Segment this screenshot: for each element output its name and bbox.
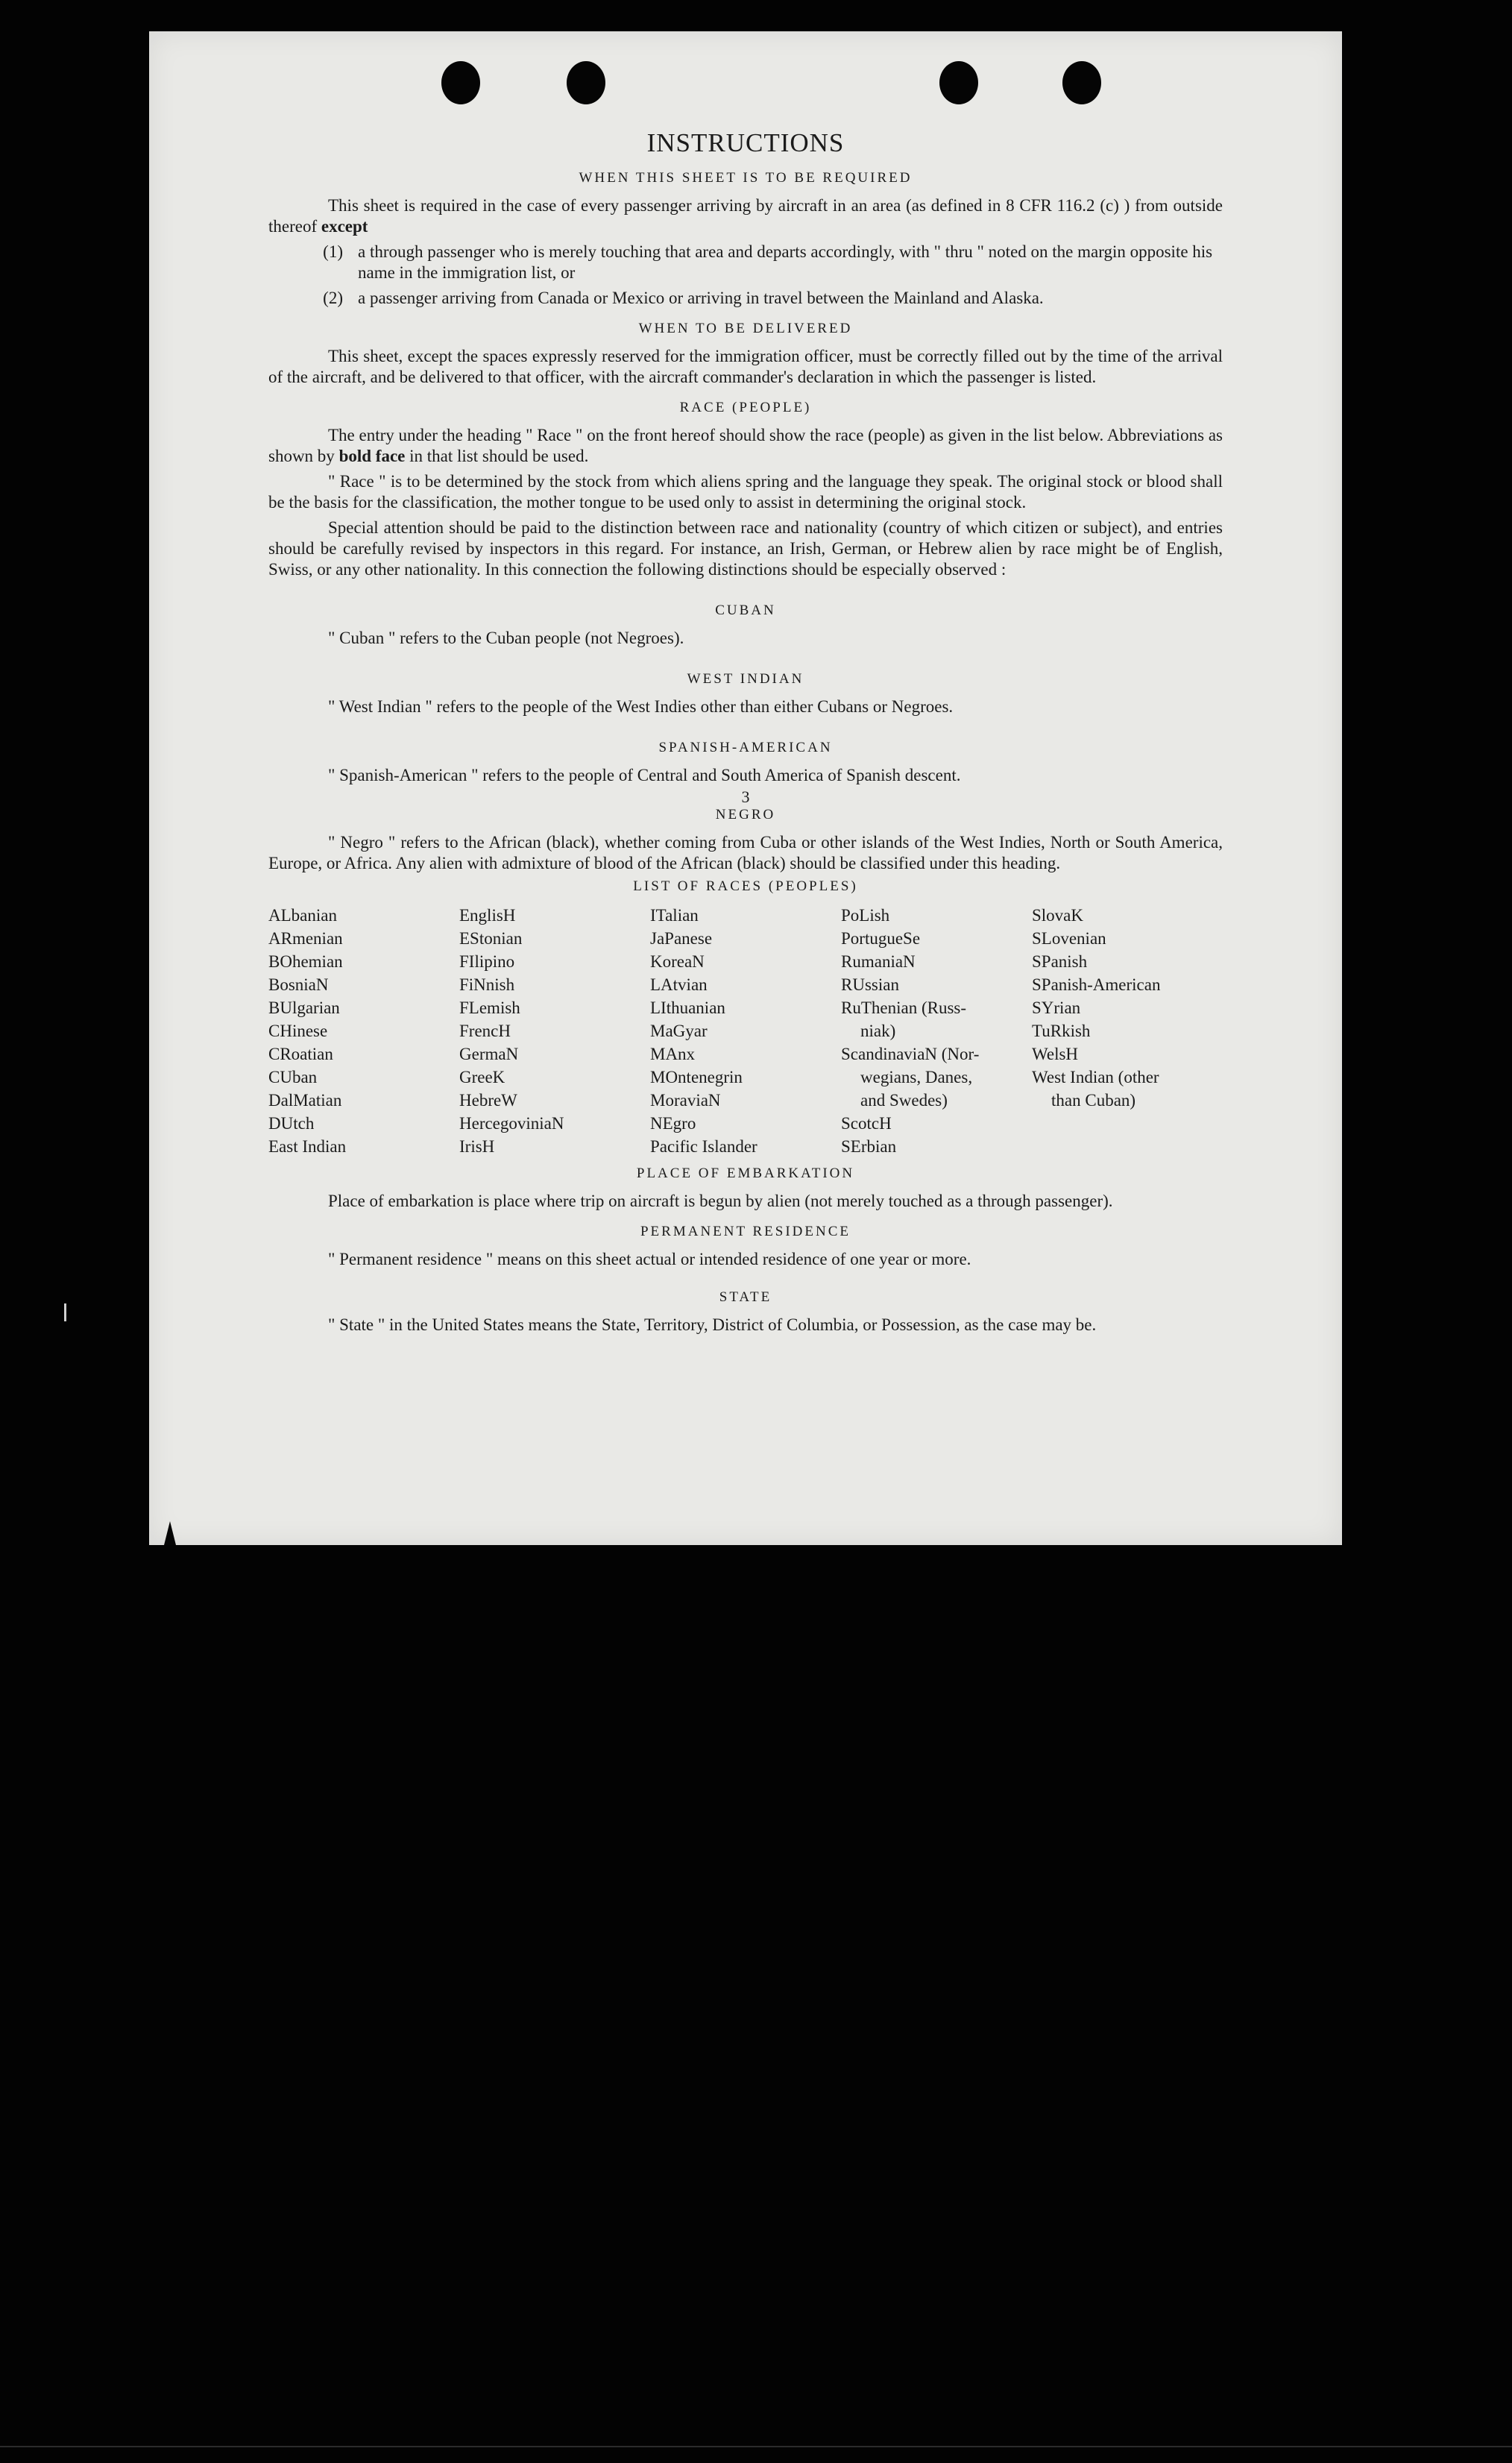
- section-heading-west-indian: WEST INDIAN: [687, 671, 804, 687]
- section-heading-required: WHEN THIS SHEET IS TO BE REQUIRED: [579, 170, 913, 186]
- race-entry: ARmenian: [268, 929, 343, 948]
- race-paragraph: Special attention should be paid to the distinction between race and nationality (country of which citizen or subject), and entries should be carefully revised by inspectors in this regard. For instance, an Irish, German, or Hebrew alien by race might be of English, Swiss, or any other nationality. In this connection the following distinctions should be especially observed :: [268, 518, 1223, 579]
- race-entry: GreeK: [459, 1068, 505, 1086]
- race-entry: RuThenian (Russ-: [841, 998, 967, 1017]
- scan-side-mark: [64, 1303, 66, 1321]
- section-heading-race: RACE (PEOPLE): [679, 400, 812, 415]
- races-column: [841, 904, 1032, 1158]
- races-column: [650, 904, 841, 1158]
- required-item: (1) a through passenger who is merely touching that area and departs accordingly, with " thru " noted on the margin opposite his name in the immigration list, or: [323, 242, 1213, 282]
- race-entry: FrencH: [459, 1022, 511, 1040]
- race-entry: ScotcH: [841, 1114, 892, 1133]
- race-entry: LIthuanian: [650, 998, 725, 1017]
- race-entry: CHinese: [268, 1022, 328, 1040]
- race-entry: RUssian: [841, 975, 899, 994]
- section-heading-cuban: CUBAN: [715, 603, 776, 618]
- scan-bottom-rule: [0, 2446, 1512, 2447]
- delivered-text: This sheet, except the spaces expressly reserved for the immigration officer, must be correctly filled out by the time of the arrival of the aircraft, and be delivered to that officer, with the aircraft commander's declaration in which the passenger is listed.: [268, 347, 1223, 386]
- punch-hole: [939, 61, 978, 104]
- race-entry: TuRkish: [1032, 1022, 1091, 1040]
- cuban-text: " Cuban " refers to the Cuban people (not Negroes).: [328, 629, 684, 647]
- state-text: " State " in the United States means the State, Territory, District of Columbia, or Possession, as the case may be.: [328, 1315, 1097, 1334]
- race-paragraph: The entry under the heading " Race " on the front hereof should show the race (people) as given in the list below. Abbreviations as shown by bold face in that list should be used.: [268, 426, 1223, 465]
- race-entry: ALbanian: [268, 906, 337, 925]
- section-heading-residence: PERMANENT RESIDENCE: [640, 1224, 851, 1239]
- race-entry: GermaN: [459, 1045, 519, 1063]
- race-entry: niak): [860, 1022, 896, 1040]
- race-entry: JaPanese: [650, 929, 713, 948]
- embarkation-text: Place of embarkation is place where trip on aircraft is begun by alien (not merely touched as a through passenger).: [328, 1192, 1113, 1210]
- race-entry: EStonian: [459, 929, 523, 948]
- race-entry: IrisH: [459, 1137, 495, 1156]
- races-column: [459, 904, 650, 1158]
- west-indian-text: " West Indian " refers to the people of the West Indies other than either Cubans or Negroes.: [328, 697, 954, 716]
- race-entry: EnglisH: [459, 906, 516, 925]
- race-entry: HebreW: [459, 1091, 517, 1110]
- race-entry: BosniaN: [268, 975, 329, 994]
- required-item: (2) a passenger arriving from Canada or Mexico or arriving in travel between the Mainland and Alaska.: [323, 289, 1044, 307]
- handwritten-annotation: 3: [741, 787, 750, 806]
- spanish-american-text: " Spanish-American " refers to the people of Central and South America of Spanish descent.: [328, 766, 961, 784]
- negro-text: " Negro " refers to the African (black), whether coming from Cuba or other islands of the West Indies, North or South America, Europe, or Africa. Any alien with admixture of blood of the African (black) should be classified under this heading.: [268, 833, 1223, 872]
- scan-edge-mark: [164, 1521, 176, 1545]
- race-entry: HercegoviniaN: [459, 1114, 564, 1133]
- race-entry: FLemish: [459, 998, 520, 1017]
- instructions-content: [268, 128, 1223, 1340]
- race-entry: ITalian: [650, 906, 699, 925]
- races-list: [268, 904, 1223, 1158]
- race-entry: SYrian: [1032, 998, 1081, 1017]
- section-heading-negro: NEGRO: [715, 807, 776, 822]
- punch-hole: [567, 61, 605, 104]
- race-entry: MAnx: [650, 1045, 696, 1063]
- race-entry: Pacific Islander: [650, 1137, 757, 1156]
- race-entry: MoraviaN: [650, 1091, 721, 1110]
- punch-hole: [1062, 61, 1101, 104]
- race-entry: FiNnish: [459, 975, 515, 994]
- section-heading-state: STATE: [719, 1289, 772, 1305]
- document-sheet: [149, 31, 1342, 1545]
- page-title: INSTRUCTIONS: [646, 128, 845, 157]
- race-entry: SLovenian: [1032, 929, 1106, 948]
- section-heading-delivered: WHEN TO BE DELIVERED: [638, 321, 853, 336]
- section-heading-list: LIST OF RACES (PEOPLES): [633, 878, 858, 894]
- race-entry: RumaniaN: [841, 952, 916, 971]
- race-entry: wegians, Danes,: [860, 1068, 973, 1086]
- race-entry: West Indian (other: [1032, 1068, 1159, 1086]
- race-entry: SPanish: [1032, 952, 1088, 971]
- residence-text: " Permanent residence " means on this sheet actual or intended residence of one year or more.: [328, 1250, 971, 1268]
- race-entry: FIlipino: [459, 952, 515, 971]
- race-entry: SlovaK: [1032, 906, 1083, 925]
- race-entry: KoreaN: [650, 952, 705, 971]
- race-paragraph: " Race " is to be determined by the stock from which aliens spring and the language they speak. The original stock or blood shall be the basis for the classification, the mother tongue to be used only to assist in determining the original stock.: [268, 472, 1223, 512]
- race-entry: SPanish-American: [1032, 975, 1161, 994]
- race-entry: BOhemian: [268, 952, 343, 971]
- punch-hole: [441, 61, 480, 104]
- race-entry: DUtch: [268, 1114, 315, 1133]
- race-entry: than Cuban): [1051, 1091, 1136, 1110]
- race-entry: PortugueSe: [841, 929, 921, 948]
- race-entry: ScandinaviaN (Nor-: [841, 1045, 980, 1063]
- required-intro: This sheet is required in the case of every passenger arriving by aircraft in an area (as defined in 8 CFR 116.2 (c) ) from outside thereof except: [268, 196, 1223, 236]
- race-entry: SErbian: [841, 1137, 897, 1156]
- race-entry: WelsH: [1032, 1045, 1079, 1063]
- section-heading-embarkation: PLACE OF EMBARKATION: [636, 1166, 855, 1181]
- race-entry: East Indian: [268, 1137, 347, 1156]
- race-entry: DalMatian: [268, 1091, 342, 1110]
- race-entry: MOntenegrin: [650, 1068, 743, 1086]
- race-entry: and Swedes): [860, 1091, 948, 1110]
- race-entry: MaGyar: [650, 1022, 708, 1040]
- race-entry: CRoatian: [268, 1045, 333, 1063]
- race-entry: LAtvian: [650, 975, 708, 994]
- section-heading-spanish-american: SPANISH-AMERICAN: [658, 740, 833, 755]
- races-column: [1032, 904, 1223, 1158]
- race-entry: CUban: [268, 1068, 318, 1086]
- race-entry: PoLish: [841, 906, 890, 925]
- races-column: [268, 904, 459, 1158]
- race-entry: NEgro: [650, 1114, 696, 1133]
- race-entry: BUlgarian: [268, 998, 340, 1017]
